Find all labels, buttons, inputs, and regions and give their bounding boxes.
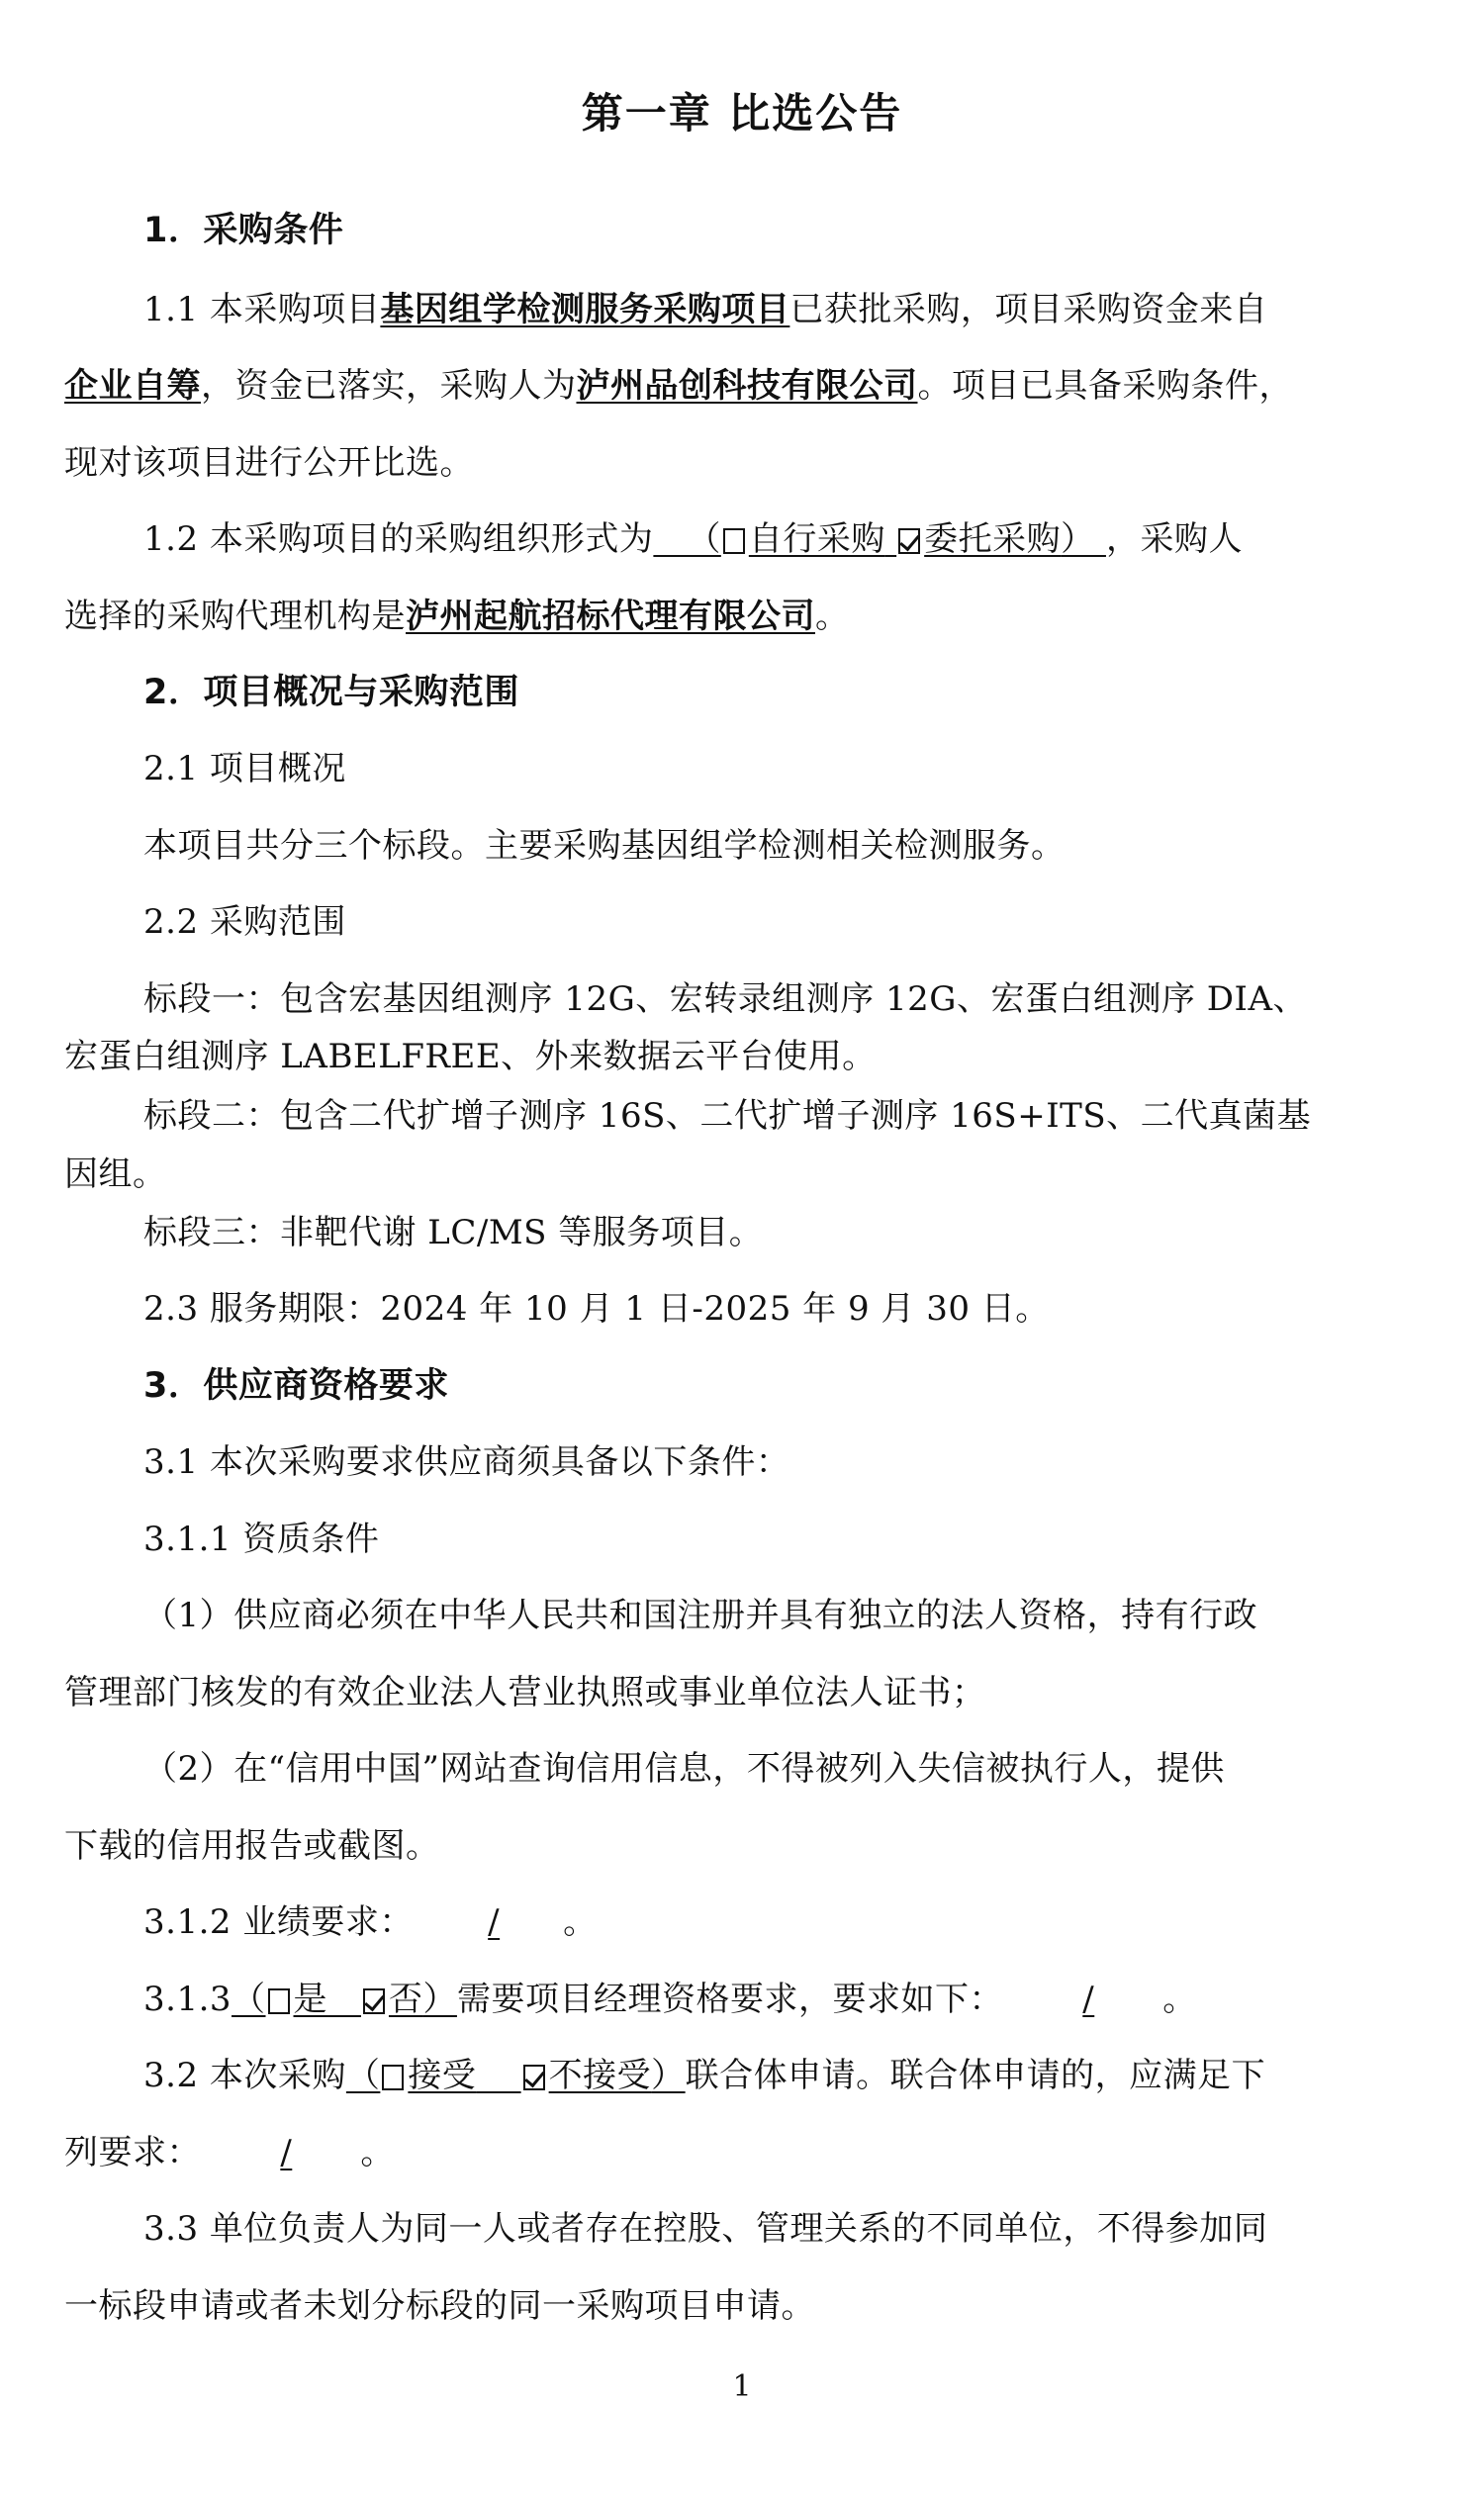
text: 。	[563, 1902, 598, 1942]
para-1-2-line-2	[64, 597, 1422, 636]
checkbox-self-procurement[interactable]	[723, 528, 745, 554]
text: 1.2 本采购项目的采购组织形式为	[143, 519, 654, 559]
text: 已获批采购，项目采购资金来自	[789, 290, 1268, 329]
subsection-2-1-text: 本项目共分三个标段。主要采购基因组学检测相关检测服务。	[143, 826, 1066, 866]
option-label: 接受	[408, 2056, 477, 2095]
performance-requirement	[143, 1902, 1422, 1942]
section-3-heading: 3．供应商资格要求	[143, 1366, 449, 1406]
option-label: 不接受	[548, 2056, 652, 2095]
checkbox-accept[interactable]	[382, 2065, 404, 2090]
text: 列要求：	[64, 2133, 201, 2172]
consortium-requirement-value[interactable]: /	[280, 2133, 293, 2172]
text: 3.1.2 业绩要求：	[143, 1902, 414, 1942]
para-1-2-line-1	[143, 519, 1422, 559]
pm-requirement-value[interactable]: /	[1082, 1980, 1095, 2019]
project-name: 基因组学检测服务采购项目	[380, 290, 790, 329]
pm-requirement	[143, 1980, 1422, 2019]
lot-2-line-2: 因组。	[64, 1154, 167, 1194]
text: 联合体申请。联合体申请的，应满足下	[685, 2056, 1266, 2095]
option-label: 是	[293, 1980, 328, 2019]
org-form-options: （ 自行采购 委托采购）	[653, 519, 1106, 559]
page-title: 第一章 比选公告	[581, 89, 903, 138]
agency-name: 泸州起航招标代理有限公司	[406, 597, 815, 636]
service-period: 2.3 服务期限：2024 年 10 月 1 日-2025 年 9 月 30 日。	[143, 1289, 1050, 1329]
subsection-3-1: 3.1 本次采购要求供应商须具备以下条件：	[143, 1442, 790, 1482]
consortium-line-1	[143, 2056, 1422, 2095]
checkbox-yes[interactable]	[268, 1988, 290, 2014]
option-label: 委托采购	[924, 519, 1062, 559]
subsection-2-1-heading: 2.1 项目概况	[143, 749, 346, 788]
qualification-item-1-line-1: （1）供应商必须在中华人民共和国注册并具有独立的法人资格，持有行政	[143, 1596, 1258, 1635]
subsection-2-2-heading: 2.2 采购范围	[143, 902, 346, 942]
qualification-item-2-line-1: （2）在“信用中国”网站查询信用信息，不得被列入失信被执行人，提供	[143, 1749, 1225, 1789]
section-1-heading: 1．采购条件	[143, 211, 344, 250]
para-3-3-line-2: 一标段申请或者未划分标段的同一采购项目申请。	[64, 2286, 815, 2326]
purchaser-name: 泸州品创科技有限公司	[576, 366, 918, 406]
option-label: 否	[388, 1980, 423, 2019]
fund-source: 企业自筹	[64, 366, 201, 406]
subsection-3-1-1: 3.1.1 资质条件	[143, 1520, 380, 1559]
para-1-1-line-3: 现对该项目进行公开比选。	[64, 443, 474, 483]
page-number: 1	[732, 2369, 752, 2404]
text: ，采购人	[1105, 519, 1243, 559]
text: 。	[1162, 1980, 1197, 2019]
text: 3.2 本次采购	[143, 2056, 346, 2095]
consortium-options: （ 接受 不接受）	[345, 2056, 686, 2095]
section-2-heading: 2．项目概况与采购范围	[143, 673, 519, 712]
para-3-3-line-1: 3.3 单位负责人为同一人或者存在控股、管理关系的不同单位，不得参加同	[143, 2209, 1268, 2249]
option-label: 自行采购	[748, 519, 885, 559]
text: 。	[815, 597, 850, 636]
qualification-item-1-line-2: 管理部门核发的有效企业法人营业执照或事业单位法人证书；	[64, 1673, 986, 1712]
para-1-1-line-2	[64, 366, 1422, 406]
text: 选择的采购代理机构是	[64, 597, 406, 636]
lot-2-line-1: 标段二：包含二代扩增子测序 16S、二代扩增子测序 16S+ITS、二代真菌基	[143, 1096, 1312, 1136]
text: 。项目已具备采购条件，	[917, 366, 1293, 406]
text: 3.1.3	[143, 1980, 232, 2019]
consortium-line-2	[64, 2133, 1422, 2172]
lot-1-line-2: 宏蛋白组测序 LABELFREE、外来数据云平台使用。	[64, 1037, 877, 1076]
lot-3: 标段三：非靶代谢 LC/MS 等服务项目。	[143, 1213, 764, 1252]
lot-1-line-1: 标段一：包含宏基因组测序 12G、宏转录组测序 12G、宏蛋白组测序 DIA、	[143, 979, 1308, 1019]
performance-value[interactable]: /	[488, 1902, 501, 1942]
text: 1.1 本采购项目	[143, 290, 381, 329]
checkbox-no[interactable]	[363, 1988, 385, 2014]
pm-options: （ 是 否）	[232, 1980, 457, 2019]
text: 需要项目经理资格要求，要求如下：	[456, 1980, 1003, 2019]
para-1-1-line-1	[143, 290, 1422, 329]
checkbox-not-accept[interactable]	[523, 2065, 545, 2090]
text: 。	[360, 2133, 395, 2172]
checkbox-entrusted-procurement[interactable]	[898, 528, 920, 554]
text: ，资金已落实，采购人为	[201, 366, 577, 406]
qualification-item-2-line-2: 下载的信用报告或截图。	[64, 1826, 440, 1866]
